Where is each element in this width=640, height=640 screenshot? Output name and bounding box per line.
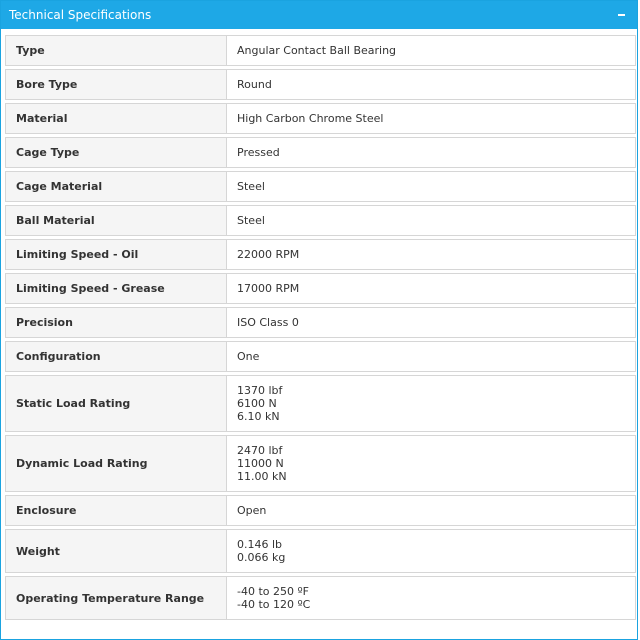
spec-label-limiting-speed-oil: Limiting Speed - Oil	[5, 239, 226, 270]
spec-label-weight: Weight	[5, 529, 226, 573]
spec-label-ball-material: Ball Material	[5, 205, 226, 236]
spec-label-enclosure: Enclosure	[5, 495, 226, 526]
spec-value-bore-type: Round	[226, 69, 636, 100]
collapse-icon[interactable]	[617, 1, 627, 29]
table-row	[5, 239, 636, 270]
spec-value-cage-material: Steel	[226, 171, 636, 202]
table-row	[5, 495, 636, 526]
panel-title: Technical Specifications	[9, 8, 152, 22]
table-row	[5, 341, 636, 372]
spec-value-enclosure: Open	[226, 495, 636, 526]
table-row	[5, 375, 636, 432]
spec-label-dynamic-load-rating: Dynamic Load Rating	[5, 435, 226, 492]
spec-value-ball-material: Steel	[226, 205, 636, 236]
spec-value-operating-temperature-range: -40 to 250 ºF -40 to 120 ºC	[226, 576, 636, 620]
spec-value-dynamic-load-rating: 2470 lbf 11000 N 11.00 kN	[226, 435, 636, 492]
table-row	[5, 137, 636, 168]
spec-label-static-load-rating: Static Load Rating	[5, 375, 226, 432]
spec-value-limiting-speed-oil: 22000 RPM	[226, 239, 636, 270]
table-row	[5, 273, 636, 304]
spec-label-configuration: Configuration	[5, 341, 226, 372]
spec-value-precision: ISO Class 0	[226, 307, 636, 338]
spec-label-cage-type: Cage Type	[5, 137, 226, 168]
spec-value-weight: 0.146 lb 0.066 kg	[226, 529, 636, 573]
spec-label-precision: Precision	[5, 307, 226, 338]
spec-label-bore-type: Bore Type	[5, 69, 226, 100]
table-row	[5, 35, 636, 66]
spec-value-cage-type: Pressed	[226, 137, 636, 168]
table-row	[5, 69, 636, 100]
table-row	[5, 307, 636, 338]
table-row	[5, 103, 636, 134]
table-row	[5, 171, 636, 202]
panel-header[interactable]	[1, 1, 637, 29]
table-row	[5, 205, 636, 236]
table-row	[5, 529, 636, 573]
table-row	[5, 435, 636, 492]
spec-label-cage-material: Cage Material	[5, 171, 226, 202]
specifications-table	[5, 32, 636, 623]
spec-value-material: High Carbon Chrome Steel	[226, 103, 636, 134]
spec-value-static-load-rating: 1370 lbf 6100 N 6.10 kN	[226, 375, 636, 432]
spec-label-type: Type	[5, 35, 226, 66]
spec-value-limiting-speed-grease: 17000 RPM	[226, 273, 636, 304]
spec-label-operating-temperature-range: Operating Temperature Range	[5, 576, 226, 620]
spec-value-type: Angular Contact Ball Bearing	[226, 35, 636, 66]
spec-label-limiting-speed-grease: Limiting Speed - Grease	[5, 273, 226, 304]
table-row	[5, 576, 636, 620]
spec-value-configuration: One	[226, 341, 636, 372]
spec-label-material: Material	[5, 103, 226, 134]
